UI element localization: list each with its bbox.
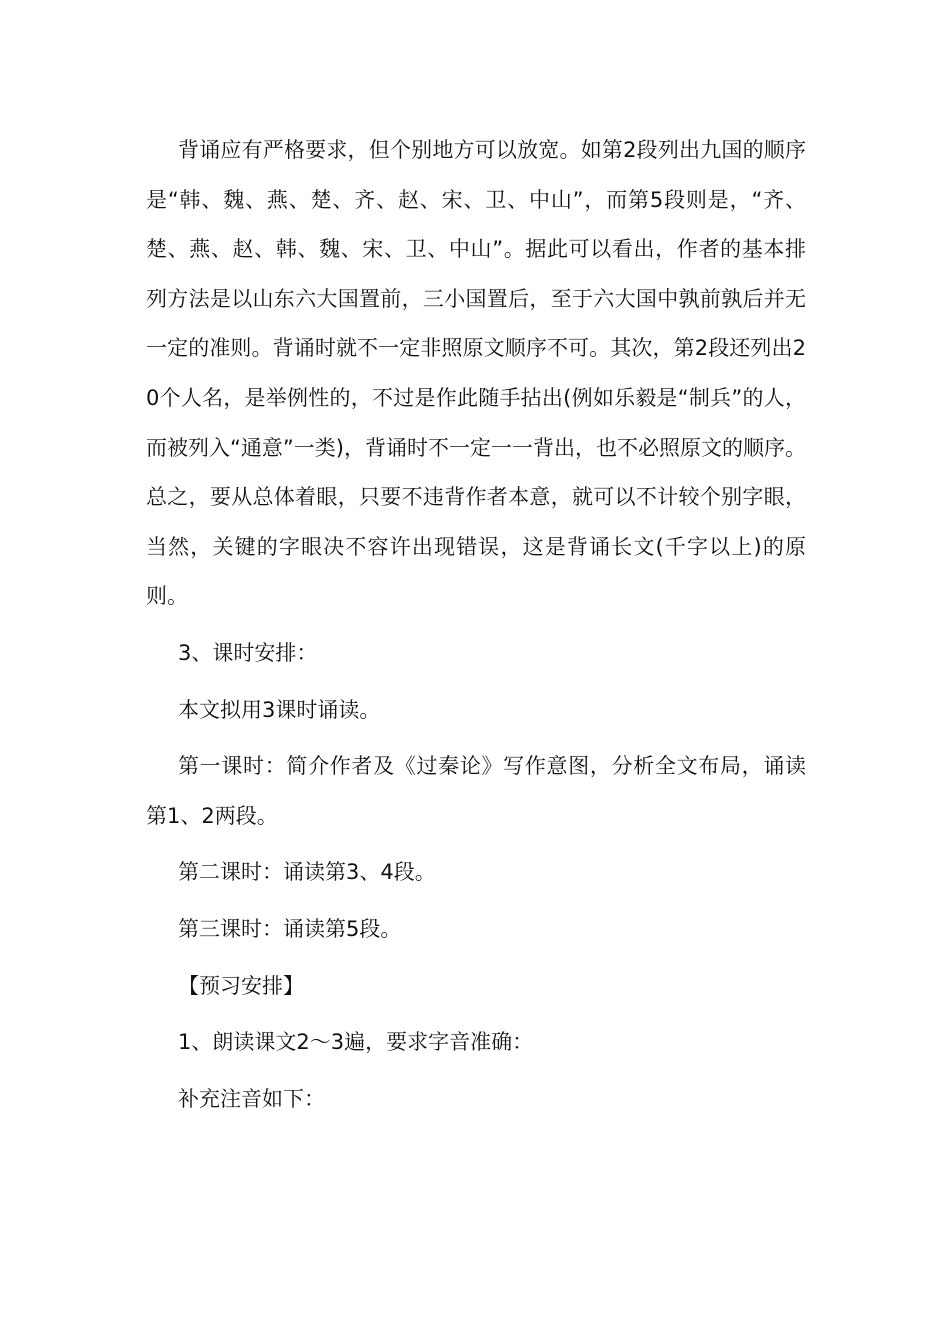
paragraph-third-lesson: 第三课时：诵读第5段。 [178,916,402,941]
paragraph-preview-heading: 【预习安排】 [178,973,304,998]
paragraph-lesson-plan-heading: 3、课时安排： [178,640,318,665]
paragraph-pronunciation-notes: 补充注音如下： [178,1086,325,1111]
paragraph-recitation-requirements: 背诵应有严格要求，但个别地方可以放宽。如第2段列出九国的顺序是“韩、魏、燕、楚、齐、赵、宋、卫、中山”，而第5段则是，“齐、楚、燕、赵、韩、魏、宋、卫、中山”。据此可以看出，作者的基本排列方法是以山东六大国置前，三小国置后，至于六大国中孰前孰后并无一定的准则。背诵时就不一定非照原文顺序不可。其次，第2段还列出20个人名，是举例性的，不过是作此随手拈出(例如乐毅是“制兵”的人，而被列入“通意”一类)，背诵时不一定一一背出，也不必照原文的顺序。总之，要从总体着眼，只要不违背作者本意，就可以不计较个别字眼，当然，关键的字眼决不容许出现错误，这是背诵长文(千字以上)的原则。 [146,138,806,609]
paragraph-second-lesson: 第二课时：诵读第3、4段。 [178,860,436,885]
paragraph-first-lesson: 第一课时：简介作者及《过秦论》写作意图，分析全文布局，诵读第1、2两段。 [146,754,806,828]
paragraph-reading-requirement: 1、朗读课文2～3遍，要求字音准确： [178,1030,534,1055]
paragraph-lesson-count: 本文拟用3课时诵读。 [178,697,381,722]
document-body [146,126,806,1124]
